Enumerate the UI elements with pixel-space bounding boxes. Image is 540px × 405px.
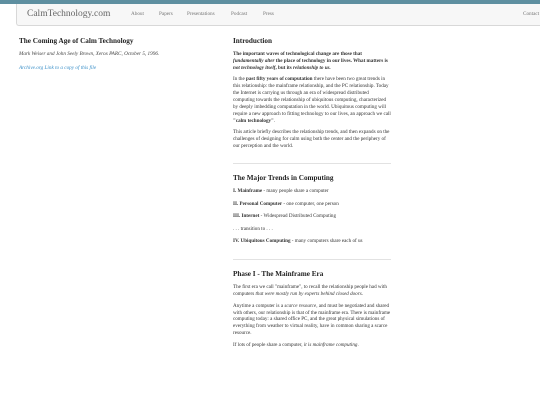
intro-paragraph-3: This article briefly describes the relationship trends, and then expands on the challenges of designing for calm using both the center and the periphery of our perception and the world.	[233, 129, 390, 149]
phase1-paragraph-2: Anytime a computer is a scarce resource, and must be negotiated and shared with others, our relationship is that of the mainframe era. There is mainframe computing today: a shared office PC, and the great physical simulations of everything from weather to virtual reality, have in common sharing a scarce resource.	[233, 302, 391, 337]
navbar	[16, 4, 540, 26]
phase1-heading: Phase I - The Mainframe Era	[233, 270, 324, 279]
phase1-section	[233, 270, 391, 362]
nav-presentations-link[interactable]: Presentations	[187, 11, 215, 17]
site-brand-link[interactable]: CalmTechnology.com	[27, 9, 111, 19]
intro-paragraph-1: The important waves of technological change are those that fundamentally alter the place of technology in our lives. What matters is not technology itself, but its relationship to us.	[233, 51, 388, 71]
trend-item: II. Personal Computer - one computer, one person	[233, 200, 339, 207]
nav-about-link[interactable]: About	[131, 11, 144, 17]
trend-item: I. Mainframe - many people share a computer	[233, 188, 329, 195]
trend-transition: . . . transition to . . .	[233, 225, 273, 232]
phase1-paragraph-3: If lots of people share a computer, it is mainframe computing.	[233, 341, 359, 348]
nav-papers-link[interactable]: Papers	[159, 11, 173, 17]
article-citation: Mark Weiser and John Seely Brown, Xerox PARC, October 5, 1996.	[19, 51, 160, 57]
phase1-paragraph-1: The first era we call "mainframe", to recall the relationship people had with computers that were mostly run by experts behind closed doors.	[233, 284, 387, 298]
archive-link[interactable]: Archive.org Link to a copy of this file	[19, 64, 97, 71]
article-sidebar	[19, 37, 199, 71]
trends-section	[233, 174, 391, 260]
introduction-section	[233, 37, 391, 164]
nav-contact-link[interactable]: Contact	[523, 11, 540, 17]
trend-item: III. Internet - Widespread Distributed Computing	[233, 213, 336, 220]
article-title: The Coming Age of Calm Technology	[19, 37, 134, 45]
article-content	[233, 37, 391, 372]
intro-paragraph-2: In the past fifty years of computation there have been two great trends in this relationship: the mainframe relationship, and the PC relationship. Today the Internet is carrying us through an era of widespread distributed computing towards the relationship of ubiquitous computing, characterized by deeply imbedding computation in the world. Ubiquitous computing will require a new approach to fitting technology to our lives, an approach we call "calm technology".	[233, 76, 391, 124]
nav-podcast-link[interactable]: Podcast	[231, 11, 248, 17]
nav-press-link[interactable]: Press	[263, 11, 274, 17]
trend-item: IV. Ubiquitous Computing - many computers share each of us	[233, 237, 363, 244]
introduction-heading: Introduction	[233, 37, 273, 45]
trends-heading: The Major Trends in Computing	[233, 174, 334, 183]
